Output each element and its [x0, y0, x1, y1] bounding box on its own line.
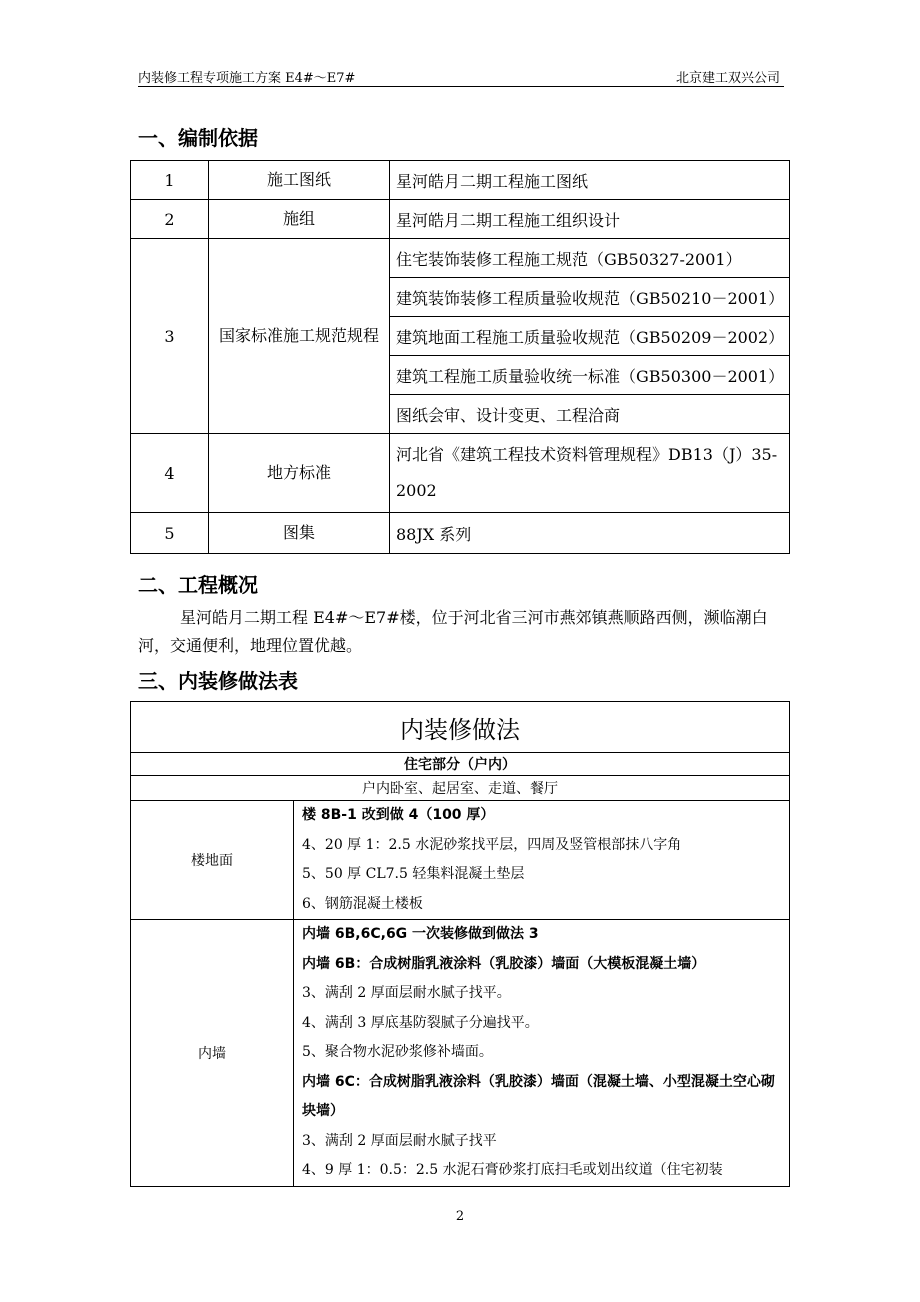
section-title-decoration: 三、内装修做法表: [138, 669, 298, 693]
content-line: 内墙 6B：合成树脂乳液涂料（乳胶漆）墙面（大模板混凝土墙）: [302, 955, 706, 972]
table-row: [131, 239, 790, 278]
content-line: 4、20 厚 1：2.5 水泥砂浆找平层，四周及竖管根部抹八字角: [302, 836, 682, 853]
basis-item: 图纸会审、设计变更、工程洽商: [390, 395, 790, 434]
decoration-subtitle: 住宅部分（户内）: [131, 753, 790, 776]
table-row: [131, 200, 790, 239]
header-doc-title: 内装修工程专项施工方案 E4#～E7#: [138, 71, 356, 86]
basis-item: 建筑地面工程施工质量验收规范（GB50209－2002）: [390, 317, 790, 356]
basis-item: 住宅装饰装修工程施工规范（GB50327-2001）: [390, 239, 790, 278]
table-row: [131, 801, 790, 920]
basis-no: 4: [131, 434, 209, 513]
basis-no: 2: [131, 200, 209, 239]
basis-no: 1: [131, 161, 209, 200]
table-row: [131, 161, 790, 200]
row-label-floor: 楼地面: [131, 801, 294, 920]
table-row: [131, 920, 790, 1187]
content-line: 内墙 6C：合成树脂乳液涂料（乳胶漆）墙面（混凝土墙、小型混凝土空心砌块墙）: [302, 1073, 775, 1119]
content-line: 楼 8B-1 改到做 4（100 厚）: [302, 807, 495, 823]
section-title-overview: 二、工程概况: [138, 573, 258, 597]
page-number: 2: [455, 1209, 465, 1224]
basis-no: 3: [131, 239, 209, 434]
content-line: 4、9 厚 1：0.5：2.5 水泥石膏砂浆打底扫毛或划出纹道（住宅初装: [302, 1162, 723, 1178]
header-company: 北京建工双兴公司: [675, 71, 780, 86]
basis-name: 地方标准: [209, 434, 390, 513]
basis-item: 建筑装饰装修工程质量验收规范（GB50210－2001）: [390, 278, 790, 317]
basis-name: 施组: [209, 200, 390, 239]
content-line: 内墙 6B,6C,6G 一次装修做到做法 3: [302, 926, 539, 942]
basis-name: 国家标准施工规范规程: [209, 239, 390, 434]
basis-table: [130, 160, 790, 554]
content-line: 6、钢筋混凝土楼板: [302, 895, 423, 912]
basis-item: 星河皓月二期工程施工图纸: [390, 161, 790, 200]
content-line: 4、满刮 3 厚底基防裂腻子分遍找平。: [302, 1014, 539, 1031]
overview-paragraph: 星河皓月二期工程 E4#～E7#楼，位于河北省三河市燕郊镇燕顺路西侧，濒临潮白河，交通便利，地理位置优越。: [138, 608, 768, 655]
table-row: [131, 753, 790, 776]
basis-item: 星河皓月二期工程施工组织设计: [390, 200, 790, 239]
content-line: 3、满刮 2 厚面层耐水腻子找平。: [302, 985, 511, 1001]
table-row: [131, 702, 790, 753]
decoration-table: [130, 701, 790, 1187]
decoration-table-title: 内装修做法: [131, 702, 790, 753]
table-row: [131, 434, 790, 513]
basis-no: 5: [131, 513, 209, 554]
basis-item: 河北省《建筑工程技术资料管理规程》DB13（J）35-2002: [390, 434, 790, 513]
basis-name: 施工图纸: [209, 161, 390, 200]
decoration-rooms: 户内卧室、起居室、走道、餐厅: [131, 776, 790, 801]
page-header: [138, 64, 784, 87]
wall-content: [294, 920, 790, 1187]
basis-item: 建筑工程施工质量验收统一标准（GB50300－2001）: [390, 356, 790, 395]
table-row: [131, 513, 790, 554]
table-row: [131, 776, 790, 801]
content-line: 3、满刮 2 厚面层耐水腻子找平: [302, 1132, 497, 1149]
content-line: 5、聚合物水泥砂浆修补墙面。: [302, 1044, 493, 1060]
floor-content: [294, 801, 790, 920]
content-line: 5、50 厚 CL7.5 轻集料混凝土垫层: [302, 866, 525, 882]
basis-item: 88JX 系列: [390, 513, 790, 554]
section-title-basis: 一、编制依据: [138, 126, 258, 150]
row-label-wall: 内墙: [131, 920, 294, 1187]
basis-name: 图集: [209, 513, 390, 554]
